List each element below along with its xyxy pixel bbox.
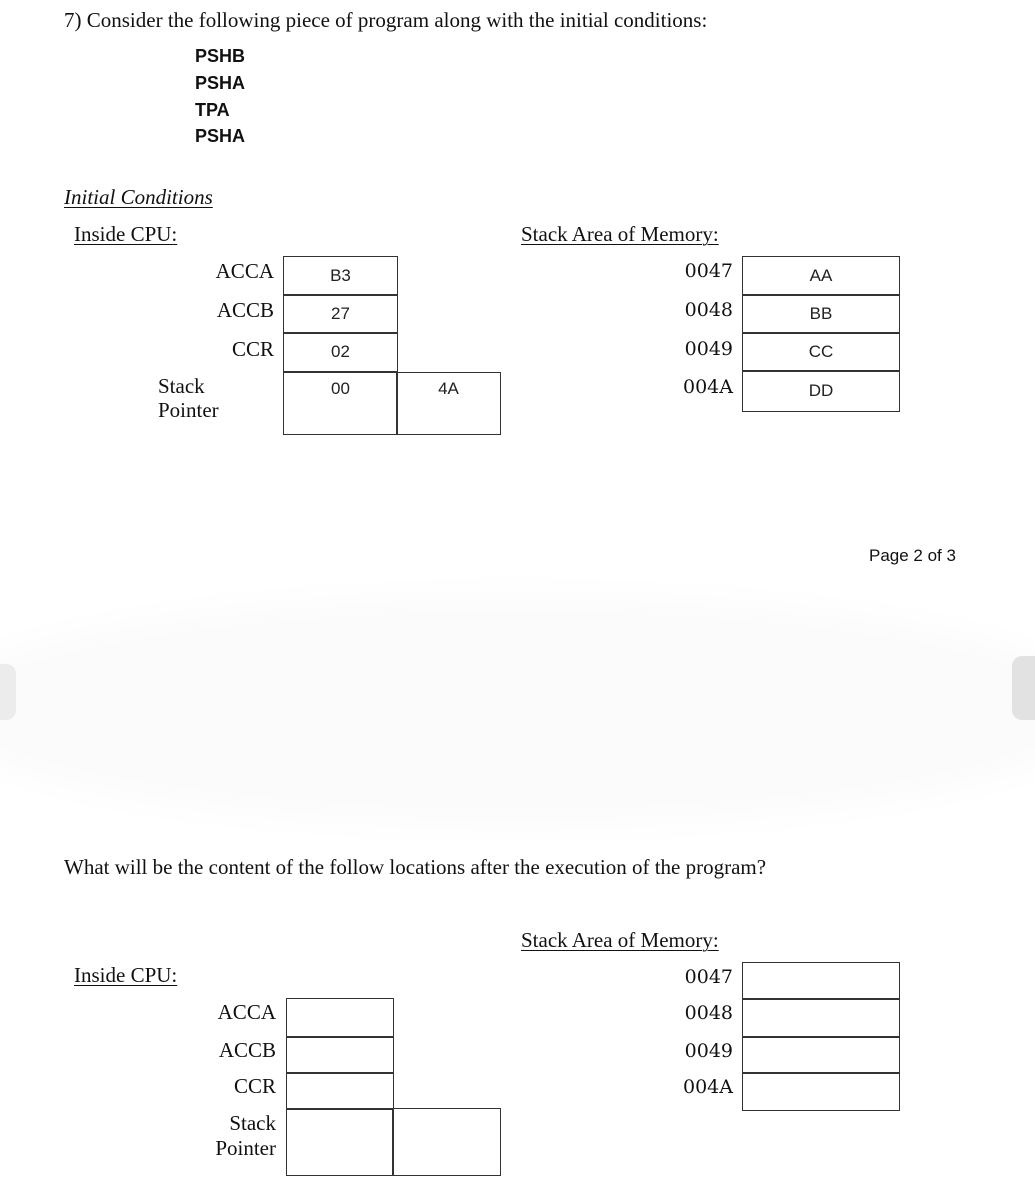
answer-cpu-label: Inside CPU: [74,963,178,987]
initial-conditions-heading: Initial Conditions [64,185,213,209]
initial-mem-value-0048: BB [742,294,900,334]
initial-mem-value-004a: DD [742,370,900,412]
page-number: Page 2 of 3 [869,546,956,565]
initial-mem-addr-0048: 0048 [684,299,733,321]
answer-mem-box-004a[interactable] [742,1072,900,1111]
answer-acca-box[interactable] [286,998,394,1038]
program-line-3: TPA [195,100,230,120]
answer-mem-box-0049[interactable] [742,1036,900,1074]
answer-acca-label: ACCA [217,1000,276,1024]
initial-ccr-value: 02 [283,332,398,372]
initial-acca-label: ACCA [215,259,274,283]
initial-mem-value-0047: AA [742,256,900,296]
initial-memory-label: Stack Area of Memory: [521,222,719,246]
initial-sp-high: 00 [283,372,398,435]
initial-mem-value-0049: CC [742,332,900,372]
answer-memory-label: Stack Area of Memory: [521,928,719,952]
prompt-text: What will be the content of the follow locations after the execution of the program? [64,855,767,879]
initial-acca-value: B3 [283,256,398,296]
question-text: 7) Consider the following piece of program along with the initial conditions: [64,8,708,32]
answer-accb-label: ACCB [218,1038,276,1062]
answer-sp-low-box[interactable] [392,1108,501,1176]
answer-sp-label-line1: Stack [229,1111,276,1135]
program-line-2: PSHA [195,73,246,93]
initial-sp-label [158,374,219,422]
initial-ccr-label: CCR [231,337,274,361]
answer-sp-label-line2: Pointer [215,1136,276,1160]
initial-cpu-label: Inside CPU: [74,222,178,246]
answer-sp-label [190,1111,276,1161]
answer-mem-box-0047[interactable] [742,962,900,1000]
program-line-1: PSHB [195,46,246,66]
answer-accb-box[interactable] [286,1036,394,1074]
page-break-smudge [0,625,1035,795]
initial-mem-addr-004a: 004A [683,376,733,398]
answer-ccr-box[interactable] [286,1072,394,1110]
answer-sp-high-box[interactable] [286,1108,394,1176]
page-edge-right [1012,656,1035,720]
answer-mem-addr-0048: 0048 [684,1002,733,1024]
initial-sp-label-line1: Stack [158,374,205,398]
program-line-4: PSHA [195,126,246,146]
answer-ccr-label: CCR [233,1074,276,1098]
answer-mem-addr-0047: 0047 [684,966,733,988]
initial-accb-value: 27 [283,294,398,334]
initial-accb-label: ACCB [216,298,274,322]
page-edge-left [0,664,16,720]
answer-mem-addr-004a: 004A [683,1076,733,1098]
initial-mem-addr-0049: 0049 [684,338,733,360]
initial-sp-label-line2: Pointer [158,398,219,422]
initial-sp-low: 4A [396,372,501,435]
initial-mem-addr-0047: 0047 [684,260,733,282]
answer-mem-box-0048[interactable] [742,998,900,1038]
answer-mem-addr-0049: 0049 [684,1040,733,1062]
